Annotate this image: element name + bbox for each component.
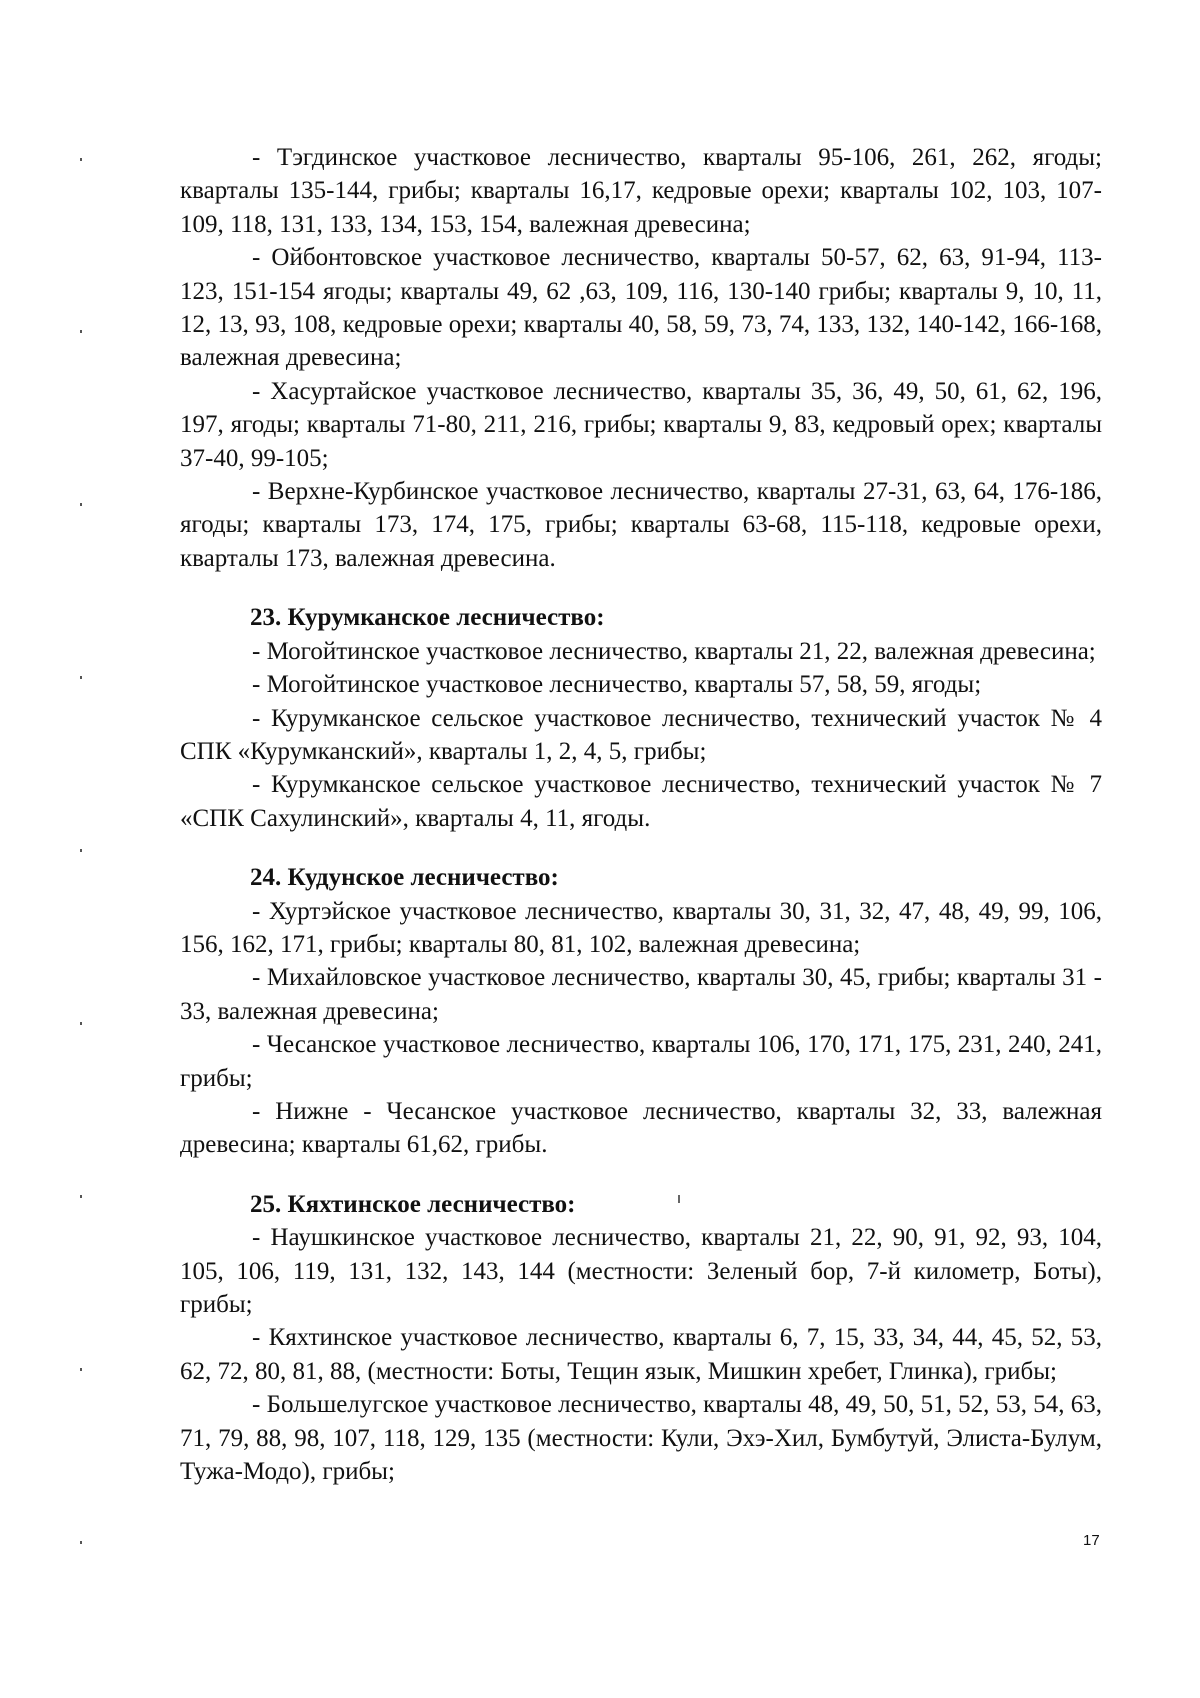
scan-mark <box>80 1368 82 1371</box>
list-item: - Нижне - Чесанское участковое лесничество, кварталы 32, 33, валежная древесина; кварталы 61,62, грибы. <box>180 1097 1102 1159</box>
list-item: - Могойтинское участковое лесничество, кварталы 57, 58, 59, ягоды; <box>252 671 982 699</box>
list-item: - Хасуртайское участковое лесничество, кварталы 35, 36, 49, 50, 61, 62, 196, 197, ягоды; кварталы 71-80, 211, 216, грибы; кварталы 9, 83, кедровый орех; кварталы 37-40, 99-105; <box>180 377 1102 472</box>
scan-mark <box>80 1195 82 1198</box>
section-spacer <box>180 575 1102 601</box>
scan-mark <box>80 330 82 333</box>
scan-mark <box>80 1022 82 1025</box>
document-body <box>180 141 1102 1488</box>
list-item: - Могойтинское участковое лесничество, кварталы 21, 22, валежная древесина; <box>252 637 1096 665</box>
scan-mark <box>80 158 82 161</box>
page-number: 17 <box>1083 1532 1100 1549</box>
section-heading: 24. Кудунское лесничество: <box>250 864 559 892</box>
section-spacer <box>180 835 1102 861</box>
scan-mark <box>80 849 82 852</box>
list-item: - Большелугское участковое лесничество, кварталы 48, 49, 50, 51, 52, 53, 54, 63, 71, 79, 88, 98, 107, 118, 129, 135 (местности: Кули, Эхэ-Хил, Бумбутуй, Элиста-Булум, Тужа-Модо), грибы; <box>180 1391 1102 1486</box>
list-item: - Чесанское участковое лесничество, кварталы 106, 170, 171, 175, 231, 240, 241, грибы; <box>180 1031 1102 1092</box>
list-item: - Кяхтинское участковое лесничество, кварталы 6, 7, 15, 33, 34, 44, 45, 52, 53, 62, 72, 80, 81, 88, (местности: Боты, Тещин язык, Мишкин хребет, Глинка), грибы; <box>180 1324 1102 1385</box>
scan-mark <box>80 503 82 506</box>
list-item: - Хуртэйское участковое лесничество, кварталы 30, 31, 32, 47, 48, 49, 99, 106, 156, 162, 171, грибы; кварталы 80, 81, 102, валежная древесина; <box>180 897 1102 958</box>
section-heading: 25. Кяхтинское лесничество: <box>250 1190 576 1218</box>
list-item: - Ойбонтовское участковое лесничество, кварталы 50-57, 62, 63, 91-94, 113-123, 151-154 ягоды; кварталы 49, 62 ,63, 109, 116, 130-140 грибы; кварталы 9, 10, 11, 12, 13, 93, 108, кедровые орехи; кварталы 40, 58, 59, 73, 74, 133, 132, 140-142, 166-168, валежная древесина; <box>180 244 1102 372</box>
scan-mark <box>80 676 82 679</box>
list-item: - Верхне-Курбинское участковое лесничество, кварталы 27-31, 63, 64, 176-186, ягоды; кварталы 173, 174, 175, грибы; кварталы 63-68, 115-118, кедровые орехи, кварталы 173, валежная древесина. <box>180 478 1102 572</box>
list-item: - Курумканское сельское участковое лесничество, технический участок № 7 «СПК Сахулинский», кварталы 4, 11, ягоды. <box>180 771 1102 832</box>
list-item: - Наушкинское участковое лесничество, кварталы 21, 22, 90, 91, 92, 93, 104, 105, 106, 119, 131, 132, 143, 144 (местности: Зеленый бор, 7-й километр, Боты), грибы; <box>180 1224 1102 1318</box>
scan-mark <box>80 1541 82 1544</box>
list-item: - Михайловское участковое лесничество, кварталы 30, 45, грибы; кварталы 31 - 33, валежная древесина; <box>180 964 1102 1025</box>
section-spacer <box>180 1162 1102 1188</box>
list-item: - Курумканское сельское участковое лесничество, технический участок № 4 СПК «Курумканский», кварталы 1, 2, 4, 5, грибы; <box>180 704 1102 765</box>
list-item: - Тэгдинское участковое лесничество, кварталы 95-106, 261, 262, ягоды; кварталы 135-144, грибы; кварталы 16,17, кедровые орехи; кварталы 102, 103, 107-109, 118, 131, 133, 134, 153, 154, валежная древесина; <box>180 144 1102 238</box>
section-heading: 23. Курумканское лесничество: <box>250 604 605 632</box>
